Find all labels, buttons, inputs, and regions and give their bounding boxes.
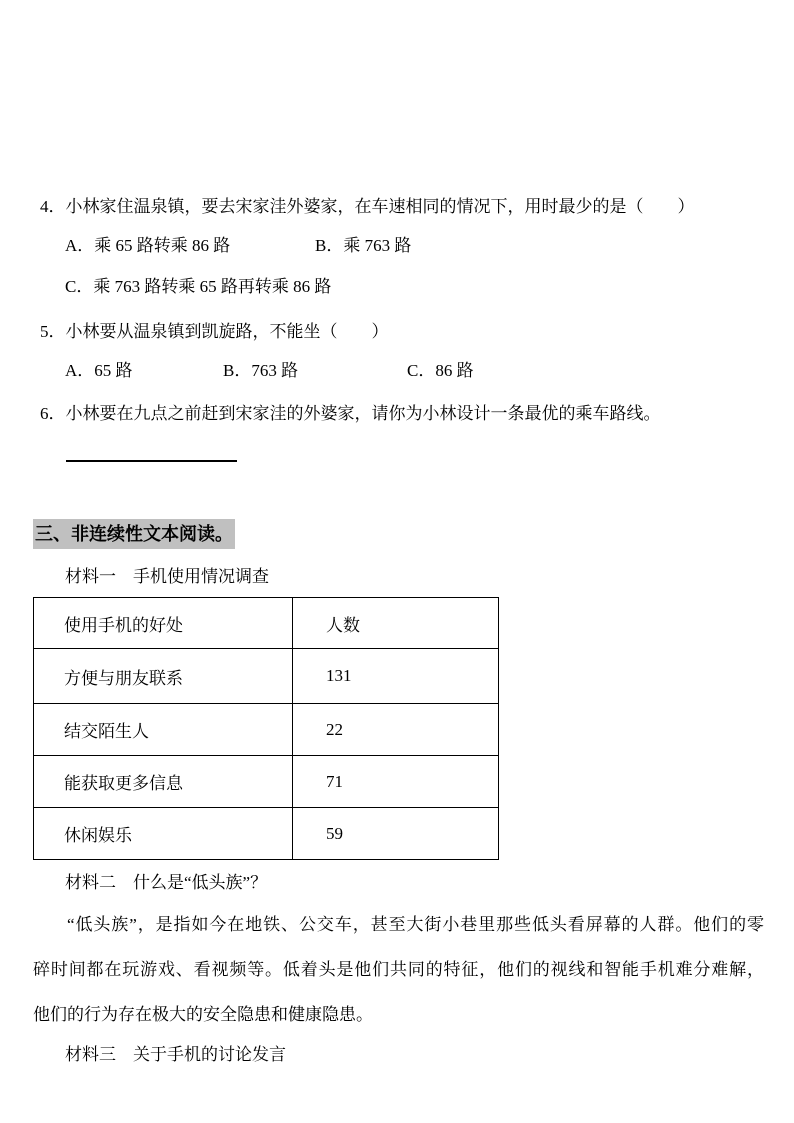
table-header-benefit: 使用手机的好处 [34, 598, 293, 649]
table-cell-benefit: 能获取更多信息 [34, 756, 293, 808]
table-cell-benefit: 休闲娱乐 [34, 808, 293, 860]
table-row [34, 704, 499, 756]
question-6-text: 6．小林要在九点之前赶到宋家洼的外婆家，请你为小林设计一条最优的乘车路线。 [40, 404, 661, 423]
table-row [34, 756, 499, 808]
table-cell-benefit: 结交陌生人 [34, 704, 293, 756]
material-2-label: 材料二 什么是“低头族”？ [65, 873, 268, 892]
material-2-paragraph-line: 碎时间都在玩游戏、看视频等。低着头是他们共同的特征，他们的视线和智能手机难分难解， [33, 960, 764, 979]
table-cell-count: 71 [293, 756, 499, 808]
material-3-label: 材料三 关于手机的讨论发言 [65, 1045, 286, 1064]
table-row [34, 649, 499, 704]
table-row [34, 808, 499, 860]
table-cell-benefit: 方便与朋友联系 [34, 649, 293, 704]
material-1-label: 材料一 手机使用情况调查 [65, 567, 269, 586]
phone-survey-table [33, 597, 499, 860]
table-cell-count: 59 [293, 808, 499, 860]
question-4-option-c: C．乘 763 路转乘 65 路再转乘 86 路 [65, 277, 332, 296]
table-cell-count: 131 [293, 649, 499, 704]
question-5-text: 5．小林要从温泉镇到凯旋路，不能坐（ ） [40, 322, 389, 341]
question-4-option-a: A．乘 65 路转乘 86 路 [65, 236, 231, 255]
table-cell-count: 22 [293, 704, 499, 756]
section-3-header: 三、非连续性文本阅读。 [33, 519, 235, 549]
answer-blank-line [66, 441, 237, 462]
material-2-paragraph-line: 他们的行为存在极大的安全隐患和健康隐患。 [33, 1005, 373, 1024]
question-5-option-a: A．65 路 [65, 361, 133, 380]
material-2-paragraph-line: “低头族”，是指如今在地铁、公交车，甚至大街小巷里那些低头看屏幕的人群。他们的零 [67, 915, 764, 934]
question-5-option-c: C．86 路 [407, 361, 474, 380]
table-header-count: 人数 [293, 598, 499, 649]
question-5-option-b: B．763 路 [223, 361, 299, 380]
question-4-text: 4．小林家住温泉镇，要去宋家洼外婆家，在车速相同的情况下，用时最少的是（ ） [40, 197, 695, 216]
table-header-row [34, 598, 499, 649]
question-4-option-b: B．乘 763 路 [315, 236, 412, 255]
